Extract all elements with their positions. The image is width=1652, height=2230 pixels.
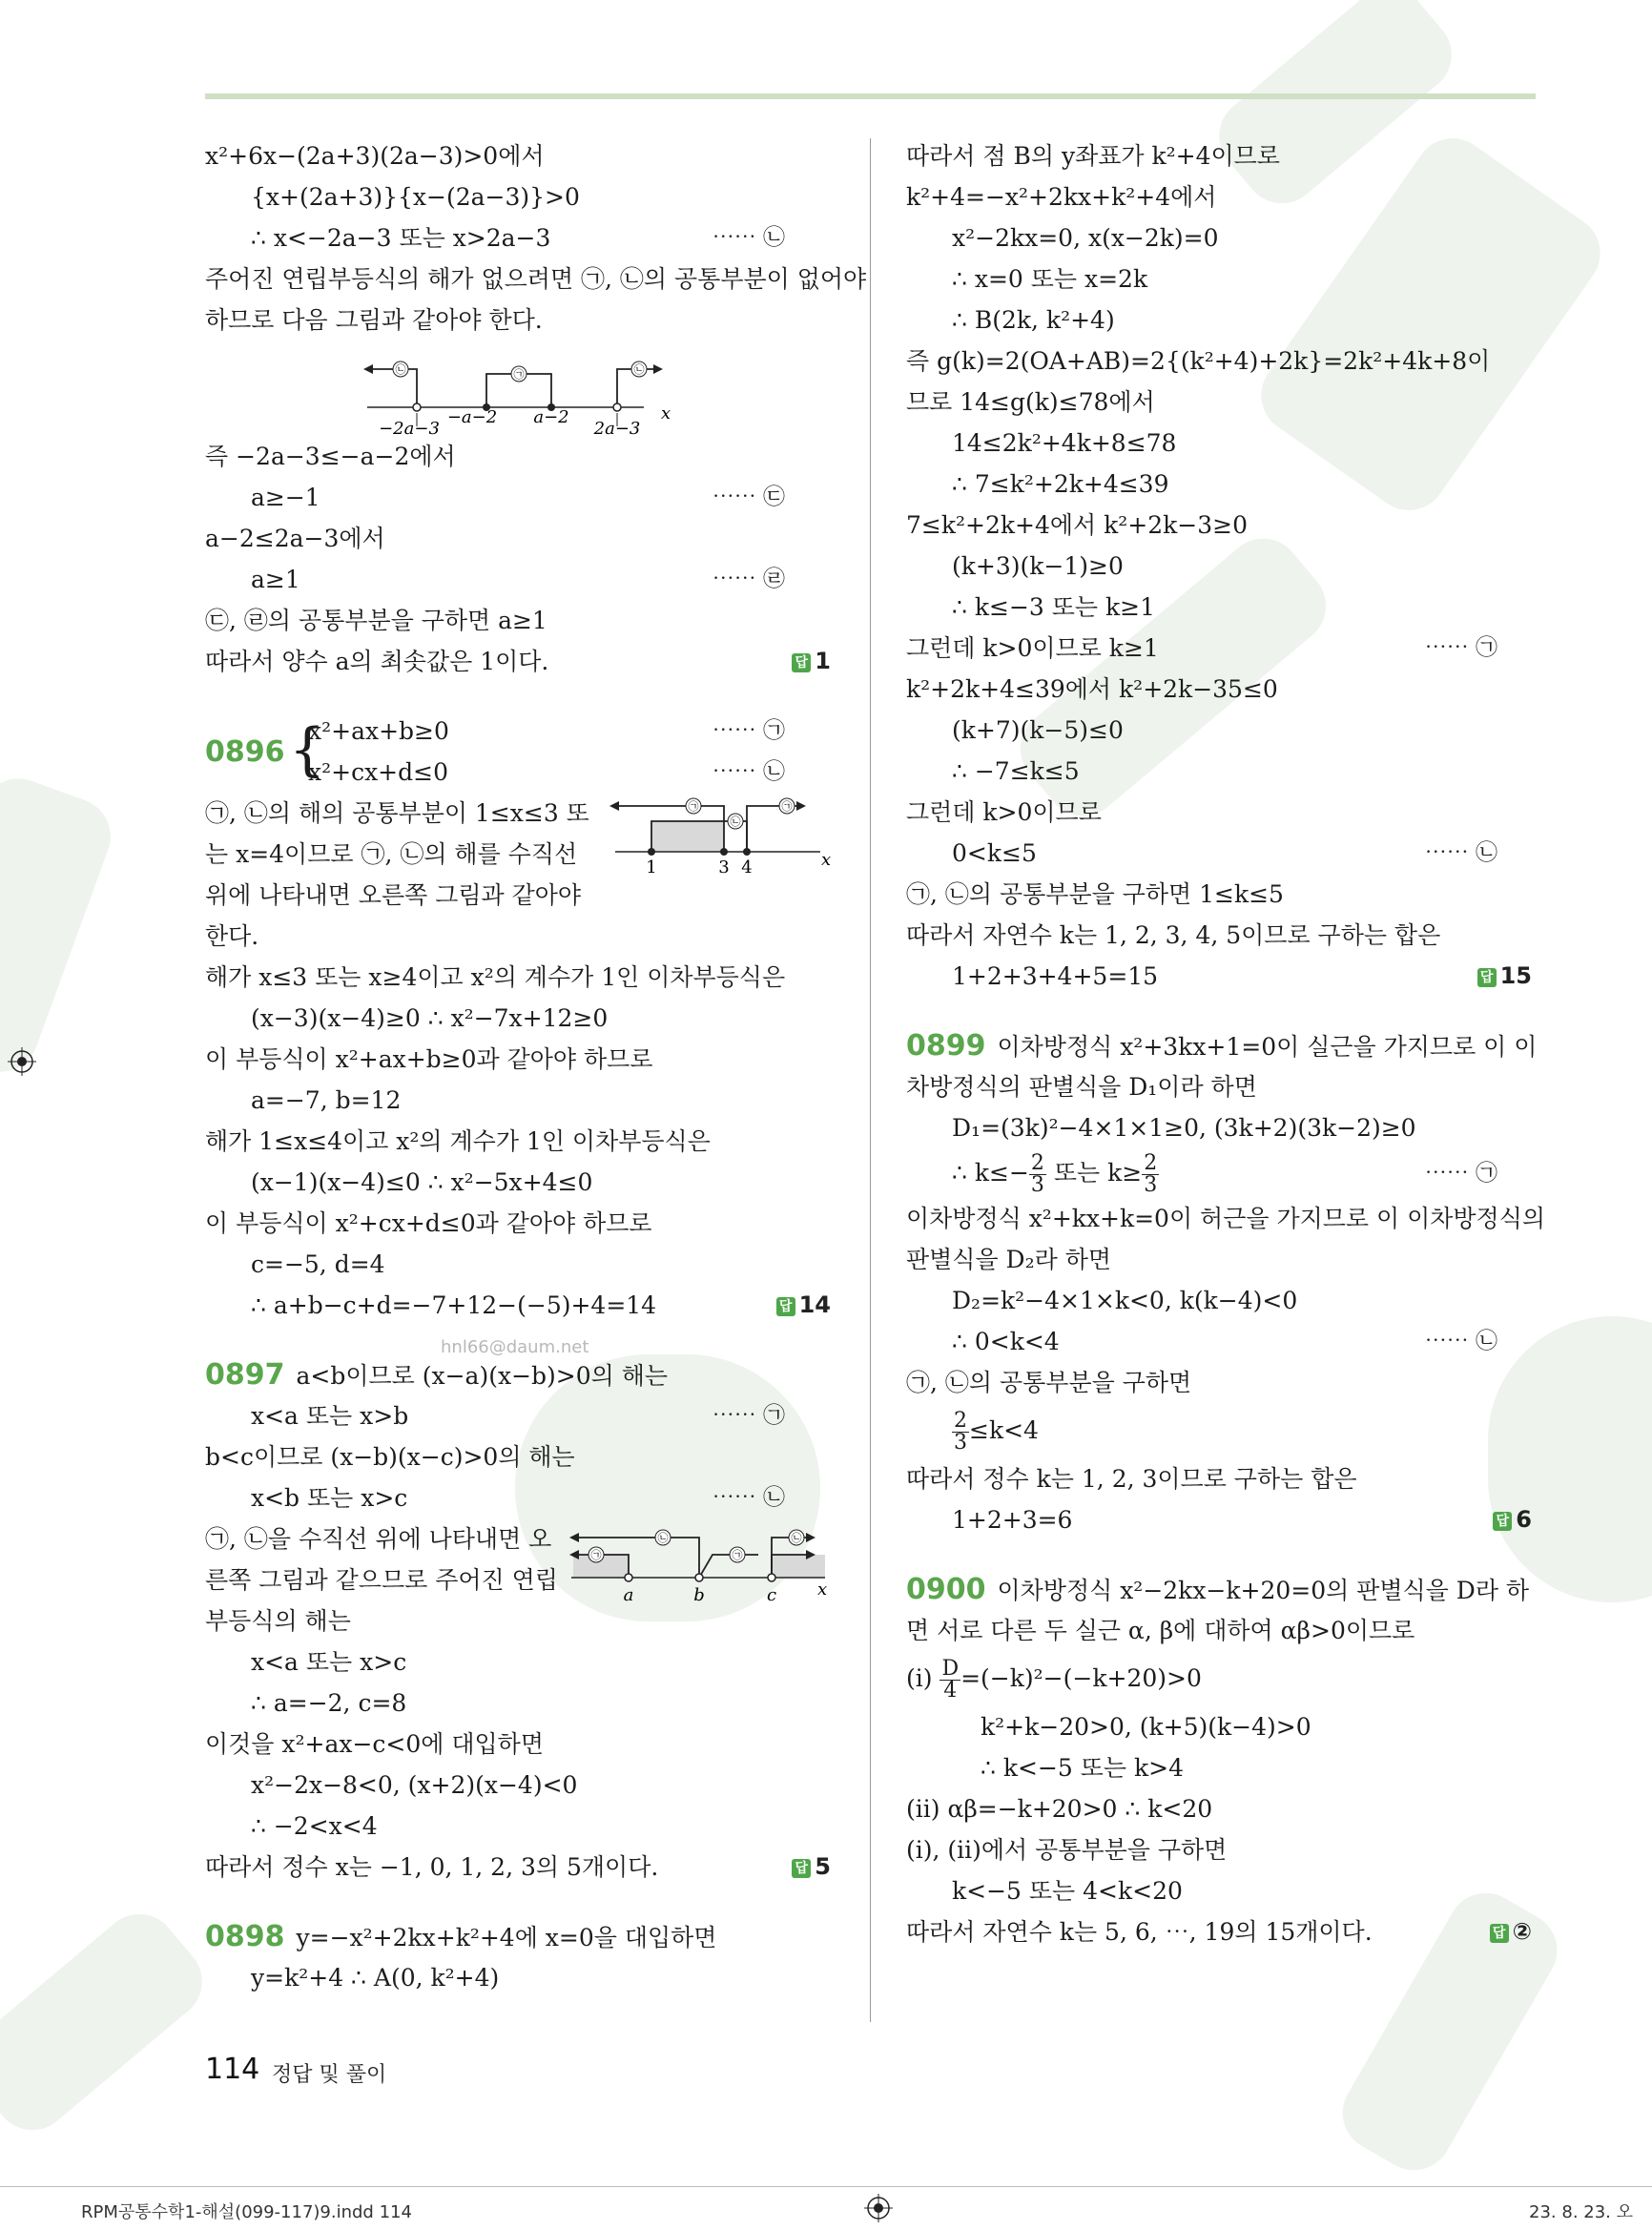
svg-text:㉠: ㉠ (590, 1549, 602, 1561)
registration-mark-icon (8, 1047, 36, 1076)
text-line: $\frac{2}{3}$ ≤k<4 (954, 1409, 1039, 1455)
svg-text:x: x (821, 850, 832, 870)
text-line: k²+2k+4≤39에서 k²+2k−35≤0 (906, 675, 1278, 703)
print-date: 23. 8. 23. 오 (1529, 2202, 1633, 2222)
text-line: 부등식의 해는 (205, 1607, 351, 1635)
watermark-email: hnl66@daum.net (441, 1337, 589, 1357)
text-line: ∴ a=−2, c=8 (251, 1689, 407, 1717)
text-line: 7≤k²+2k+4에서 k²+2k−3≥0 (906, 511, 1249, 539)
text-line: x²−2kx=0, x(x−2k)=0 (952, 224, 1219, 252)
fig1-axis-label: x (661, 403, 671, 423)
equation-marker: ⋯⋯ ㉠ (1424, 1161, 1497, 1186)
text-line: 따라서 자연수 k는 5, 6, ⋯, 19의 15개이다. 답 ② (906, 1911, 1536, 1952)
text-line: x<b 또는 x>c ⋯⋯ ㉡ (205, 1477, 835, 1518)
problem-number: 0900 (906, 1573, 986, 1606)
text-line: ㉠, ㉡의 공통부분을 구하면 1≤k≤5 (906, 880, 1284, 908)
column-separator (870, 138, 871, 2022)
text-line: x²−2x−8<0, (x+2)(x−4)<0 (251, 1771, 578, 1799)
text-line: 차방정식의 판별식을 D₁이라 하면 (906, 1073, 1257, 1101)
fraction: $\frac{2}{3}$ (954, 1409, 967, 1455)
text-line: k²+k−20>0, (k+5)(k−4)>0 (981, 1713, 1311, 1741)
text-line: 는 x=4이므로 ㉠, ㉡의 해를 수직선 (205, 840, 578, 868)
equation-marker: ⋯⋯ ㉡ (1424, 1329, 1497, 1353)
answer-badge: 답 6 (1493, 1499, 1532, 1540)
problem-number: 0898 (205, 1920, 285, 1953)
number-line-figure-1 (205, 341, 835, 436)
svg-text:3: 3 (718, 857, 730, 878)
text-line: 14≤2k²+4k+8≤78 (952, 429, 1177, 457)
text-line: 주어진 연립부등식의 해가 없으려면 ㉠, ㉡의 공통부분이 없어야 (205, 265, 867, 293)
svg-text:x: x (817, 1580, 828, 1600)
problem-896-body (205, 793, 835, 957)
text-line: 므로 14≤g(k)≤78에서 (906, 388, 1155, 416)
text-line: 0<k≤5 ⋯⋯ ㉡ (906, 833, 1536, 874)
svg-text:c: c (766, 1585, 777, 1605)
problem-number: 0899 (906, 1029, 986, 1063)
text-line: y=k²+4 ∴ A(0, k²+4) (251, 1964, 500, 1992)
text-line: (x−3)(x−4)≥0 ∴ x²−7x+12≥0 (251, 1004, 609, 1032)
text-line: 따라서 정수 x는 −1, 0, 1, 2, 3의 5개이다. 답 5 (205, 1847, 835, 1888)
text-line: ∴ 7≤k²+2k+4≤39 (952, 470, 1169, 498)
text-line: 1+2+3+4+5=15 답 15 (906, 956, 1536, 997)
equation-marker: ⋯⋯ ㉣ (712, 567, 785, 591)
text-line: 1+2+3=6 답 6 (906, 1499, 1536, 1540)
text-line: 하므로 다음 그림과 같아야 한다. (205, 306, 543, 334)
problem-header: 0896 { x²+ax+b≥0 ⋯⋯ ㉠ x²+cx+d≤0 ⋯⋯ ㉡ (205, 711, 835, 793)
text-line: 해가 x≤3 또는 x≥4이고 x²의 계수가 1인 이차부등식은 (205, 963, 786, 991)
answer-badge: 답 5 (792, 1847, 831, 1888)
answer-badge: 답 14 (776, 1285, 831, 1326)
svg-text:b: b (693, 1585, 705, 1605)
text-line: 이것을 x²+ax−c<0에 대입하면 (205, 1730, 544, 1758)
svg-text:㉡: ㉡ (791, 1532, 802, 1544)
text-line: x<a 또는 x>c (251, 1648, 407, 1676)
registration-mark-icon (864, 2194, 893, 2222)
text-line: (ii) αβ=−k+20>0 ∴ k<20 (906, 1795, 1213, 1823)
text-line: 즉 −2a−3≤−a−2에서 (205, 443, 456, 470)
text-line: (k+7)(k−5)≤0 (952, 716, 1124, 744)
problem-number: 0897 (205, 1358, 285, 1392)
equation-marker: ⋯⋯ ㉡ (712, 759, 785, 784)
text-line: ㉠, ㉡의 해의 공통부분이 1≤x≤3 또 (205, 799, 589, 827)
equation-marker: ⋯⋯ ㉠ (712, 1403, 785, 1428)
fraction: $\frac{D}{4}$ (941, 1657, 960, 1703)
text-line: 그런데 k>0이므로 (906, 798, 1102, 826)
print-file-info: RPM공통수학1-해설(099-117)9.indd 114 (81, 2202, 412, 2222)
equation-marker: ⋯⋯ ㉢ (712, 485, 785, 509)
text-line: ∴ x=0 또는 x=2k (952, 265, 1148, 293)
text-line: 면 서로 다른 두 실근 α, β에 대하여 αβ>0이므로 (906, 1617, 1415, 1644)
text-line: 즉 g(k)=2(OA+AB)=2{(k²+4)+2k}=2k²+4k+8이 (906, 347, 1491, 375)
svg-text:㉠: ㉠ (781, 800, 793, 813)
answer-badge: 답 ② (1490, 1911, 1532, 1952)
svg-text:1: 1 (646, 857, 657, 878)
svg-text:㉠: ㉠ (732, 1549, 743, 1561)
top-rule (205, 93, 1536, 99)
text-line: x<a 또는 x>b ⋯⋯ ㉠ (205, 1395, 835, 1436)
text-line: 위에 나타내면 오른쪽 그림과 같아야 (205, 881, 582, 909)
text-line: D₁=(3k)²−4×1×1≥0, (3k+2)(3k−2)≥0 (952, 1114, 1416, 1142)
svg-text:4: 4 (741, 857, 753, 878)
text-line: ∴ 0<k<4 ⋯⋯ ㉡ (906, 1321, 1536, 1362)
right-column (906, 135, 1546, 1952)
text-line: (i) $\frac{D}{4}$ =(−k)²−(−k+20)>0 (906, 1657, 1202, 1703)
fraction: $\frac{2}{3}$ (1030, 1151, 1044, 1197)
fig1-label: ㉡ (395, 363, 406, 376)
text-line: ∴ k≤−3 또는 k≥1 (952, 593, 1155, 621)
text-line: {x+(2a+3)}{x−(2a−3)}>0 (251, 183, 580, 211)
text-line: ㉠, ㉡을 수직선 위에 나타내면 오 (205, 1525, 552, 1553)
text-line: 판별식을 D₂라 하면 (906, 1246, 1112, 1273)
text-line: 0898 y=−x²+2kx+k²+4에 x=0을 대입하면 (205, 1920, 717, 1953)
text-line: D₂=k²−4×1×k<0, k(k−4)<0 (952, 1287, 1298, 1314)
text-line: 한다. (205, 922, 259, 950)
text-line: 그런데 k>0이므로 k≥1 ⋯⋯ ㉠ (906, 628, 1536, 669)
left-column (205, 135, 867, 1998)
number-line-figure-3 (568, 1518, 835, 1606)
text-line: ㉢, ㉣의 공통부분을 구하면 a≥1 (205, 607, 547, 634)
fig1-tick: −2a−3 (379, 419, 440, 436)
watermark-shape (0, 768, 121, 1083)
text-line: ∴ a+b−c+d=−7+12−(−5)+4=14 답 14 (205, 1285, 835, 1326)
fig1-tick: a−2 (533, 407, 569, 427)
problem-number: 0896 (205, 735, 285, 769)
svg-text:a: a (623, 1585, 634, 1605)
text-line: 이 부등식이 x²+ax+b≥0과 같아야 하므로 (205, 1045, 653, 1073)
text-line: ∴ −7≤k≤5 (952, 757, 1080, 785)
text-line: b<c이므로 (x−b)(x−c)>0의 해는 (205, 1443, 575, 1471)
text-line: 른쪽 그림과 같으므로 주어진 연립 (205, 1566, 558, 1594)
text-line: 따라서 자연수 k는 1, 2, 3, 4, 5이므로 구하는 합은 (906, 921, 1441, 949)
text-line: ∴ k≤− $\frac{2}{3}$ 또는 k≥ $\frac{2}{3}$ ⋯⋯ ㉠ (906, 1148, 1536, 1198)
fig1-label: ㉠ (513, 368, 525, 381)
watermark-shape (0, 1898, 217, 2145)
text-line: (k+3)(k−1)≥0 (952, 552, 1124, 580)
fig1-label: ㉡ (633, 363, 645, 376)
text-line: ∴ B(2k, k²+4) (952, 306, 1115, 334)
text-line: 이차방정식 x²+kx+k=0이 허근을 가지므로 이 이차방정식의 (906, 1205, 1546, 1232)
answer-badge: 답 15 (1477, 956, 1532, 997)
svg-text:㉠: ㉠ (688, 800, 699, 813)
text-line: 따라서 양수 a의 최솟값은 1이다. 답 1 (205, 641, 835, 682)
text-line: 따라서 정수 k는 1, 2, 3이므로 구하는 합은 (906, 1465, 1357, 1493)
text-line: a=−7, b=12 (251, 1086, 402, 1114)
text-line: a−2≤2a−3에서 (205, 525, 385, 552)
number-line-figure-2 (606, 793, 835, 878)
equation-marker: ⋯⋯ ㉠ (712, 718, 785, 743)
text-line: 이 부등식이 x²+cx+d≤0과 같아야 하므로 (205, 1209, 652, 1237)
text-line: ∴ x<−2a−3 또는 x>2a−3 ⋯⋯ ㉡ (205, 217, 835, 258)
text-line: k²+4=−x²+2kx+k²+4에서 (906, 183, 1217, 211)
footer-title: 정답 및 풀이 (272, 2063, 387, 2087)
equation-marker: ⋯⋯ ㉡ (712, 1485, 785, 1510)
equation-marker: ⋯⋯ ㉠ (1424, 635, 1497, 660)
text-line: 해가 1≤x≤4이고 x²의 계수가 1인 이차부등식은 (205, 1127, 711, 1155)
text-line: k<−5 또는 4<k<20 (952, 1877, 1183, 1905)
problem-897-body (205, 1518, 835, 1642)
text-line: x²+6x−(2a+3)(2a−3)>0에서 (205, 142, 545, 170)
text-line: a≥1 ⋯⋯ ㉣ (205, 559, 835, 600)
text-line: 0899 이차방정식 x²+3kx+1=0이 실근을 가지므로 이 이 (906, 1029, 1538, 1063)
text-line: ∴ k<−5 또는 k>4 (981, 1754, 1184, 1782)
page-number: 114 (205, 2053, 260, 2086)
text-line: a≥−1 ⋯⋯ ㉢ (205, 477, 835, 518)
text-line: (x−1)(x−4)≤0 ∴ x²−5x+4≤0 (251, 1168, 593, 1196)
text-line: ∴ −2<x<4 (251, 1812, 378, 1840)
answer-badge: 답 1 (792, 641, 831, 682)
fig1-tick: −a−2 (446, 407, 498, 427)
fig1-tick: 2a−3 (593, 419, 641, 436)
text-line: 0897 a<b이므로 (x−a)(x−b)>0의 해는 (205, 1358, 669, 1392)
fraction: $\frac{2}{3}$ (1144, 1151, 1158, 1197)
text-line: 0900 이차방정식 x²−2kx−k+20=0의 판별식을 D라 하 (906, 1573, 1530, 1606)
equation-marker: ⋯⋯ ㉡ (712, 225, 785, 250)
svg-text:㉡: ㉡ (730, 816, 741, 828)
text-line: 따라서 점 B의 y좌표가 k²+4이므로 (906, 142, 1280, 170)
text-line: c=−5, d=4 (251, 1250, 385, 1278)
bottom-rule (0, 2186, 1652, 2187)
equation-marker: ⋯⋯ ㉡ (1424, 840, 1497, 865)
text-line: (i), (ii)에서 공통부분을 구하면 (906, 1836, 1228, 1864)
text-line: ㉠, ㉡의 공통부분을 구하면 (906, 1369, 1192, 1396)
svg-text:㉡: ㉡ (657, 1532, 669, 1544)
